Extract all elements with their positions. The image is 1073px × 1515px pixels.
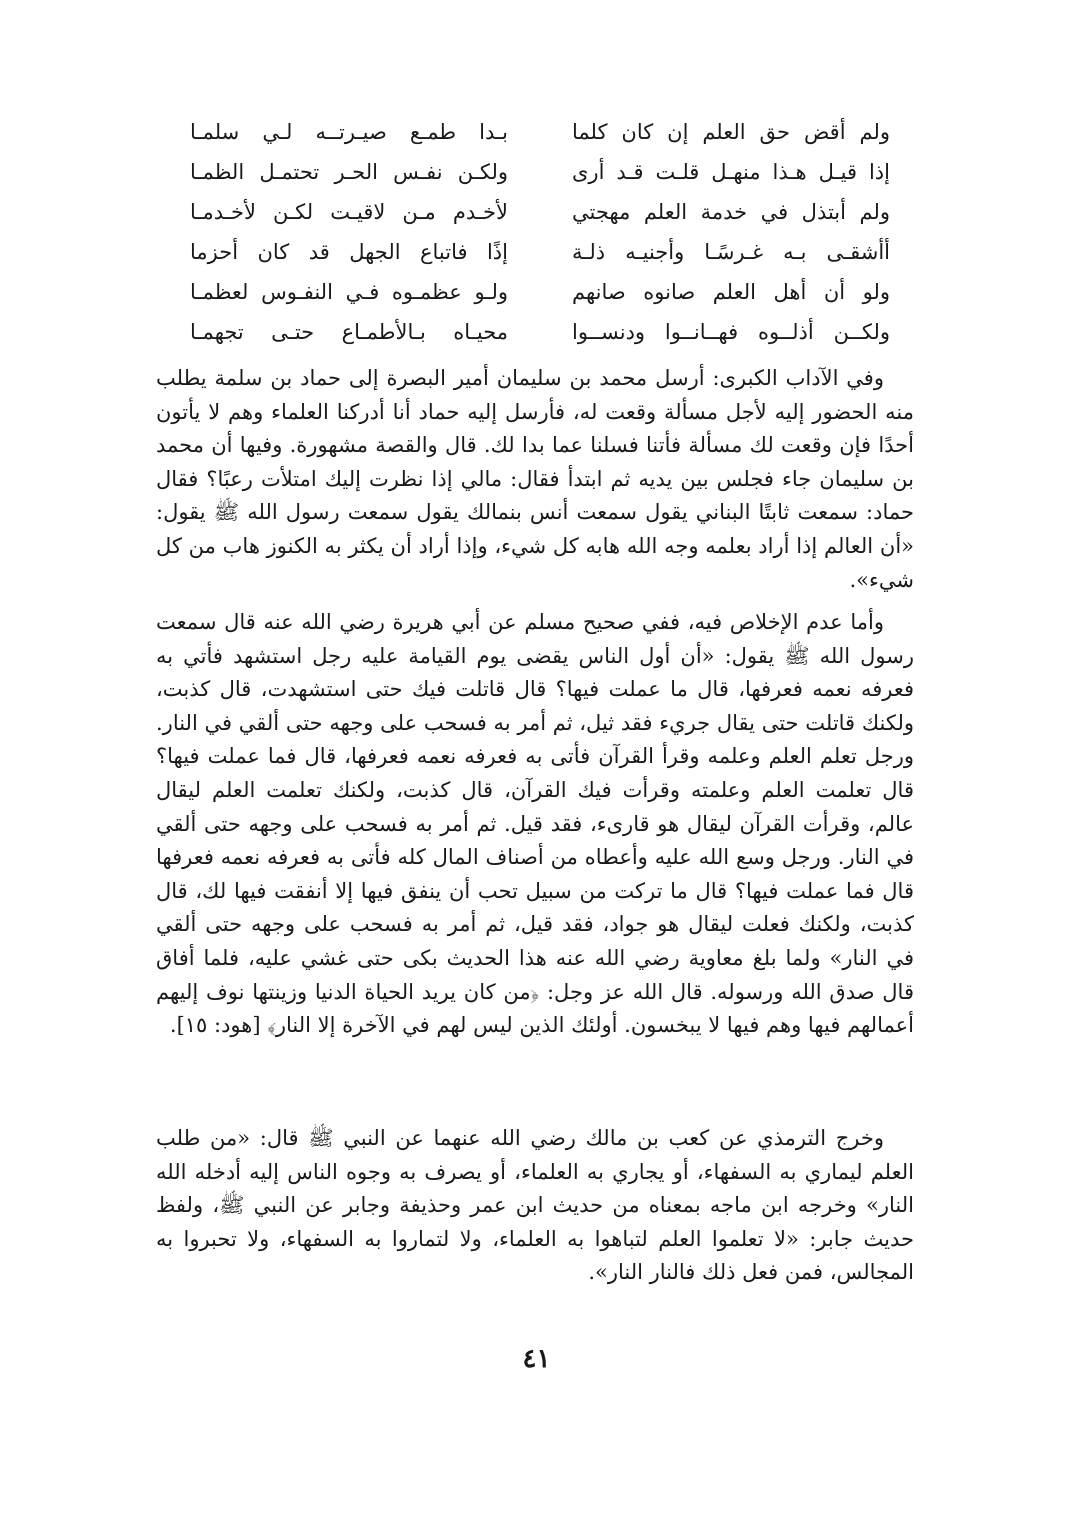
poem-verse-2-first: إذا قيـل هـذا منهـل قلـت قـد أرى xyxy=(572,160,890,184)
poem-verse-6-first: ولكــن أذلــوه فهــانــوا ودنســوا xyxy=(572,320,890,344)
poem-verse-4-second: إذًا فاتباع الجهل قد كان أحزما xyxy=(190,240,508,264)
paragraph-text: وأما عدم الإخلاص فيه، ففي صحيح مسلم عن أبي هريرة رضي الله عنه قال سمعت رسول الله ﷺ يقول: «أن أول الناس يقضى يوم القيامة عليه رجل استشهد فأتي به فعرفه نعمه فعرفها، قال ما عملت فيها؟ قال قاتلت فيك حتى استشهدت، قال كذبت، ولكنك قاتلت حتى يقال جريء فقد ثيل، ثم أمر به فسحب على وجهه حتى ألقي في النار. ورجل تعلم العلم وعلمه وقرأ القرآن فأتى به فعرفه نعمه فعرفها، قال فما عملت فيها؟ قال تعلمت العلم وعلمته وقرأت فيك القرآن، قال كذبت، ولكنك تعلمت العلم ليقال عالم، وقرأت القرآن ليقال هو قارىء، فقد قيل. ثم أمر به فسحب على وجهه حتى ألقي في النار. ورجل وسع الله عليه وأعطاه من أصناف المال كله فأتى به فعرفه نعمه فعرفها قال فما عملت فيها؟ قال ما تركت من سبيل تحب أن ينفق فيها إلا أنفقت فيها لك، قال كذبت، ولكنك فعلت ليقال هو جواد، فقد قيل، ثم أمر به فسحب على وجهه حتى ألقي في النار» ولما بلغ معاوية رضي الله عنه هذا الحديث بكى حتى غشي عليه، فلما أفاق قال صدق الله ورسوله. قال الله عز وجل: ﴿من كان يريد الحياة الدنيا وزينتها نوف إليهم أعمالهم فيها وهم فيها لا يبخسون. أولئك الذين ليس لهم في الآخرة إلا النار﴾ [هود: ١٥]. xyxy=(156,610,914,1038)
paragraph-text: وفي الآداب الكبرى: أرسل محمد بن سليمان أمير البصرة إلى حماد بن سلمة يطلب منه الحضور إليه لأجل مسألة وقعت له، فأرسل إليه حماد أنا أدركنا العلماء وهم لا يأتون أحدًا فإن وقعت لك مسألة فأتنا فسلنا عما بدا لك. قال والقصة مشهورة. وفيها أن محمد بن سليمان جاء فجلس بين يديه ثم ابتدأ فقال: مالي إذا نظرت إليك امتلأت رعبًا؟ فقال حماد: سمعت ثابتًا البناني يقول سمعت أنس بنمالك يقول سمعت رسول الله ﷺ يقول: «أن العالم إذا أراد بعلمه وجه الله هابه كل شيء، وإذا أراد أن يكثر به الكنوز هاب من كل شيء». xyxy=(156,366,914,592)
poem-verse-3-first: ولم أبتذل في خدمة العلم مهجتي xyxy=(572,200,890,224)
page-number: ٤١ xyxy=(522,1344,551,1374)
poem xyxy=(190,112,890,352)
paragraph-text: وخرج الترمذي عن كعب بن مالك رضي الله عنهما عن النبي ﷺ قال: «من طلب العلم ليماري به السفهاء، أو يجاري به العلماء، أو يصرف به وجوه الناس إليه أدخله الله النار» وخرجه ابن ماجه بمعناه من حديث ابن عمر وحذيفة وجابر عن النبي ﷺ، ولفظ حديث جابر: «لا تعلموا العلم لتباهوا به العلماء، ولا لتماروا به السفهاء، ولا تحبروا به المجالس، فمن فعل ذلك فالنار النار». xyxy=(156,1126,914,1285)
poem-verse-4-first: أأشقـى بـه غـرسًـا وأجنيـه ذلـة xyxy=(572,240,890,264)
paragraph-ikhlas xyxy=(156,606,914,1043)
poem-verse-6-second: محيـاه بـالأطمـاع حتـى تجهمـا xyxy=(190,320,508,344)
paragraph-tirmidhi xyxy=(156,1122,914,1290)
paragraph-adab-kubra xyxy=(156,362,914,597)
poem-verse-2-second: ولكـن نفـس الحـر تحتمـل الظمـا xyxy=(190,160,508,184)
poem-verse-5-first: ولو أن أهل العلم صانوه صانهم xyxy=(572,280,890,304)
poem-verse-1-first: ولم أقض حق العلم إن كان كلما xyxy=(572,120,890,144)
poem-verse-1-second: بـدا طمـع صيـرتــه لـي سلمـا xyxy=(190,120,508,144)
poem-verse-5-second: ولـو عظمـوه فـي النفـوس لعظمـا xyxy=(190,280,508,304)
poem-verse-3-second: لأخـدم مـن لاقيـت لكـن لأخـدمـا xyxy=(190,200,508,224)
